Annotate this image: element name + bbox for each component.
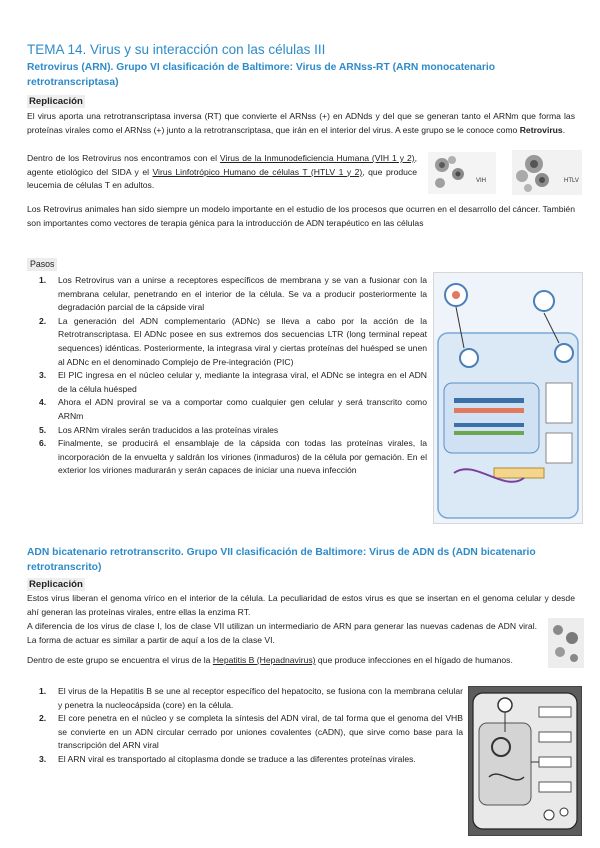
section1-replicacion-label: Replicación bbox=[29, 96, 83, 107]
htlv-link[interactable]: Virus Linfotrópico Humano de células T (HTLV 1 y 2) bbox=[152, 166, 363, 177]
retrovirus-cycle-diagram bbox=[433, 272, 583, 524]
page-title: TEMA 14. Virus y su interacción con las células III bbox=[27, 42, 326, 57]
hepatitis-b-link[interactable]: Hepatitis B (Hepadnavirus) bbox=[212, 655, 316, 665]
section2-paragraph-2: A diferencia de los virus de clase I, los de clase VII utilizan un intermediario de ARN para generar las nuevas cadenas de ADN viral. La forma de actuar es similar a partir de aquí a los de la clase VI. bbox=[27, 621, 537, 645]
retrovirus-steps-list bbox=[27, 274, 427, 478]
vih-link[interactable]: Virus de la Inmunodeficiencia Humana (VIH 1 y 2) bbox=[219, 153, 415, 163]
htlv-micrograph-label: HTLV bbox=[564, 178, 579, 184]
list-item: 3. El ARN viral es transportado al citoplasma donde se traduce a las diferentes proteínas virales. bbox=[39, 753, 416, 764]
htlv-micrograph-image bbox=[512, 150, 582, 195]
list-item: 1. El virus de la Hepatitis B se une al receptor específico del hepatocito, se fusiona con la membrana celular y penetra la nucleocápsida (core) en la célula. bbox=[39, 686, 463, 710]
section2-paragraph-1: Estos virus liberan el genoma vírico en el interior de la célula. La peculiaridad de estos virus es que se insertan en el genoma celular y desde ahí generan las proteínas virales, entre ellas la enzima RT. bbox=[27, 593, 575, 617]
vih-micrograph-image bbox=[428, 152, 496, 194]
section1-heading: Retrovirus (ARN). Grupo VI clasificación de Baltimore: Virus de ARNss-RT (ARN monocatenario retrotranscriptasa) bbox=[27, 62, 496, 88]
section1-paragraph-1: El virus aporta una retrotranscriptasa inversa (RT) que convierte el ARNss (+) en ADNds y del que se generan tanto el ARNm que forma las proteínas virales como el ARNss (+) junto a la retrotranscriptasa, que irán en el interior del virus. A este grupo se le conoce como Retrovirus. bbox=[27, 111, 575, 135]
list-item: 4. Ahora el ADN proviral se va a comportar como cualquier gen celular y será transcrito como ARNm bbox=[39, 397, 427, 421]
pasos-label: Pasos bbox=[27, 258, 57, 271]
section1-paragraph-2: Dentro de los Retrovirus nos encontramos con el Virus de la Inmunodeficiencia Humana (VIH 1 y 2), agente etiológico del SIDA y el Virus Linfotrópico Humano de células T (HTLV 1 y 2), que produce leucemia de células T en adultos. bbox=[27, 153, 417, 191]
list-item: 6. Finalmente, se producirá el ensamblaje de la cápsida con todas las proteínas virales, la incorporación de la envuelta y saldrán los viriones (inmaduros) de la célula por gemación. En el exterior los viriones madurarán y serán capaces de iniciar una nueva infección bbox=[39, 438, 427, 476]
section2-replicacion-label: Replicación bbox=[29, 579, 83, 590]
list-item: 5. Los ARNm virales serán traducidos a las proteínas virales bbox=[39, 424, 279, 435]
hepatitis-b-cycle-diagram bbox=[468, 686, 582, 836]
list-item: 2. La generación del ADN complementario (ADNc) se lleva a cabo por la acción de la Retrotranscriptasa. El ADNc posee en sus extremos dos secuencias LTR (long terminal repeat sequences) idénticas. Posteriormente, la integrasa viral y ciertas proteínas del huésped se unen al ADNc en el denominado Complejo de Pre-integración (PIC) bbox=[39, 315, 427, 367]
section2-heading: ADN bicatenario retrotranscrito. Grupo VII clasificación de Baltimore: Virus de ADN ds (ADN bicatenario retrotranscrito) bbox=[27, 547, 536, 573]
hepadnavirus-micrograph-image bbox=[548, 618, 584, 668]
hepatitis-b-steps-list bbox=[27, 685, 463, 767]
list-item: 1. Los Retrovirus van a unirse a receptores específicos de membrana y se van a fusionar con la membrana celular, penetrando en el interior de la célula. Se va a producir posteriormente la degradación parcial de la cápside viral bbox=[39, 275, 427, 313]
section1-paragraph-3: Los Retrovirus animales han sido siempre un modelo importante en el estudio de los procesos que ocurren en el desarrollo del cáncer. También son importantes como vectores de terapia génica para la introducción de ADN terapéutico en las células bbox=[27, 204, 575, 228]
list-item: 3. El PIC ingresa en el núcleo celular y, mediante la integrasa viral, el ADNc se integra en el ADN de la célula huésped bbox=[39, 370, 427, 394]
section2-paragraph-3: Dentro de este grupo se encuentra el virus de la Hepatitis B (Hepadnavirus) que produce infecciones en el hígado de humanos. bbox=[27, 655, 513, 665]
list-item: 2. El core penetra en el núcleo y se completa la síntesis del ADN viral, de tal forma que el genoma del VHB se convierte en un ADN circular cerrado por uniones covalentes (cADN), que sirve como base para la transcripción del ARN viral bbox=[39, 713, 463, 751]
vih-micrograph-label: VIH bbox=[476, 178, 487, 184]
